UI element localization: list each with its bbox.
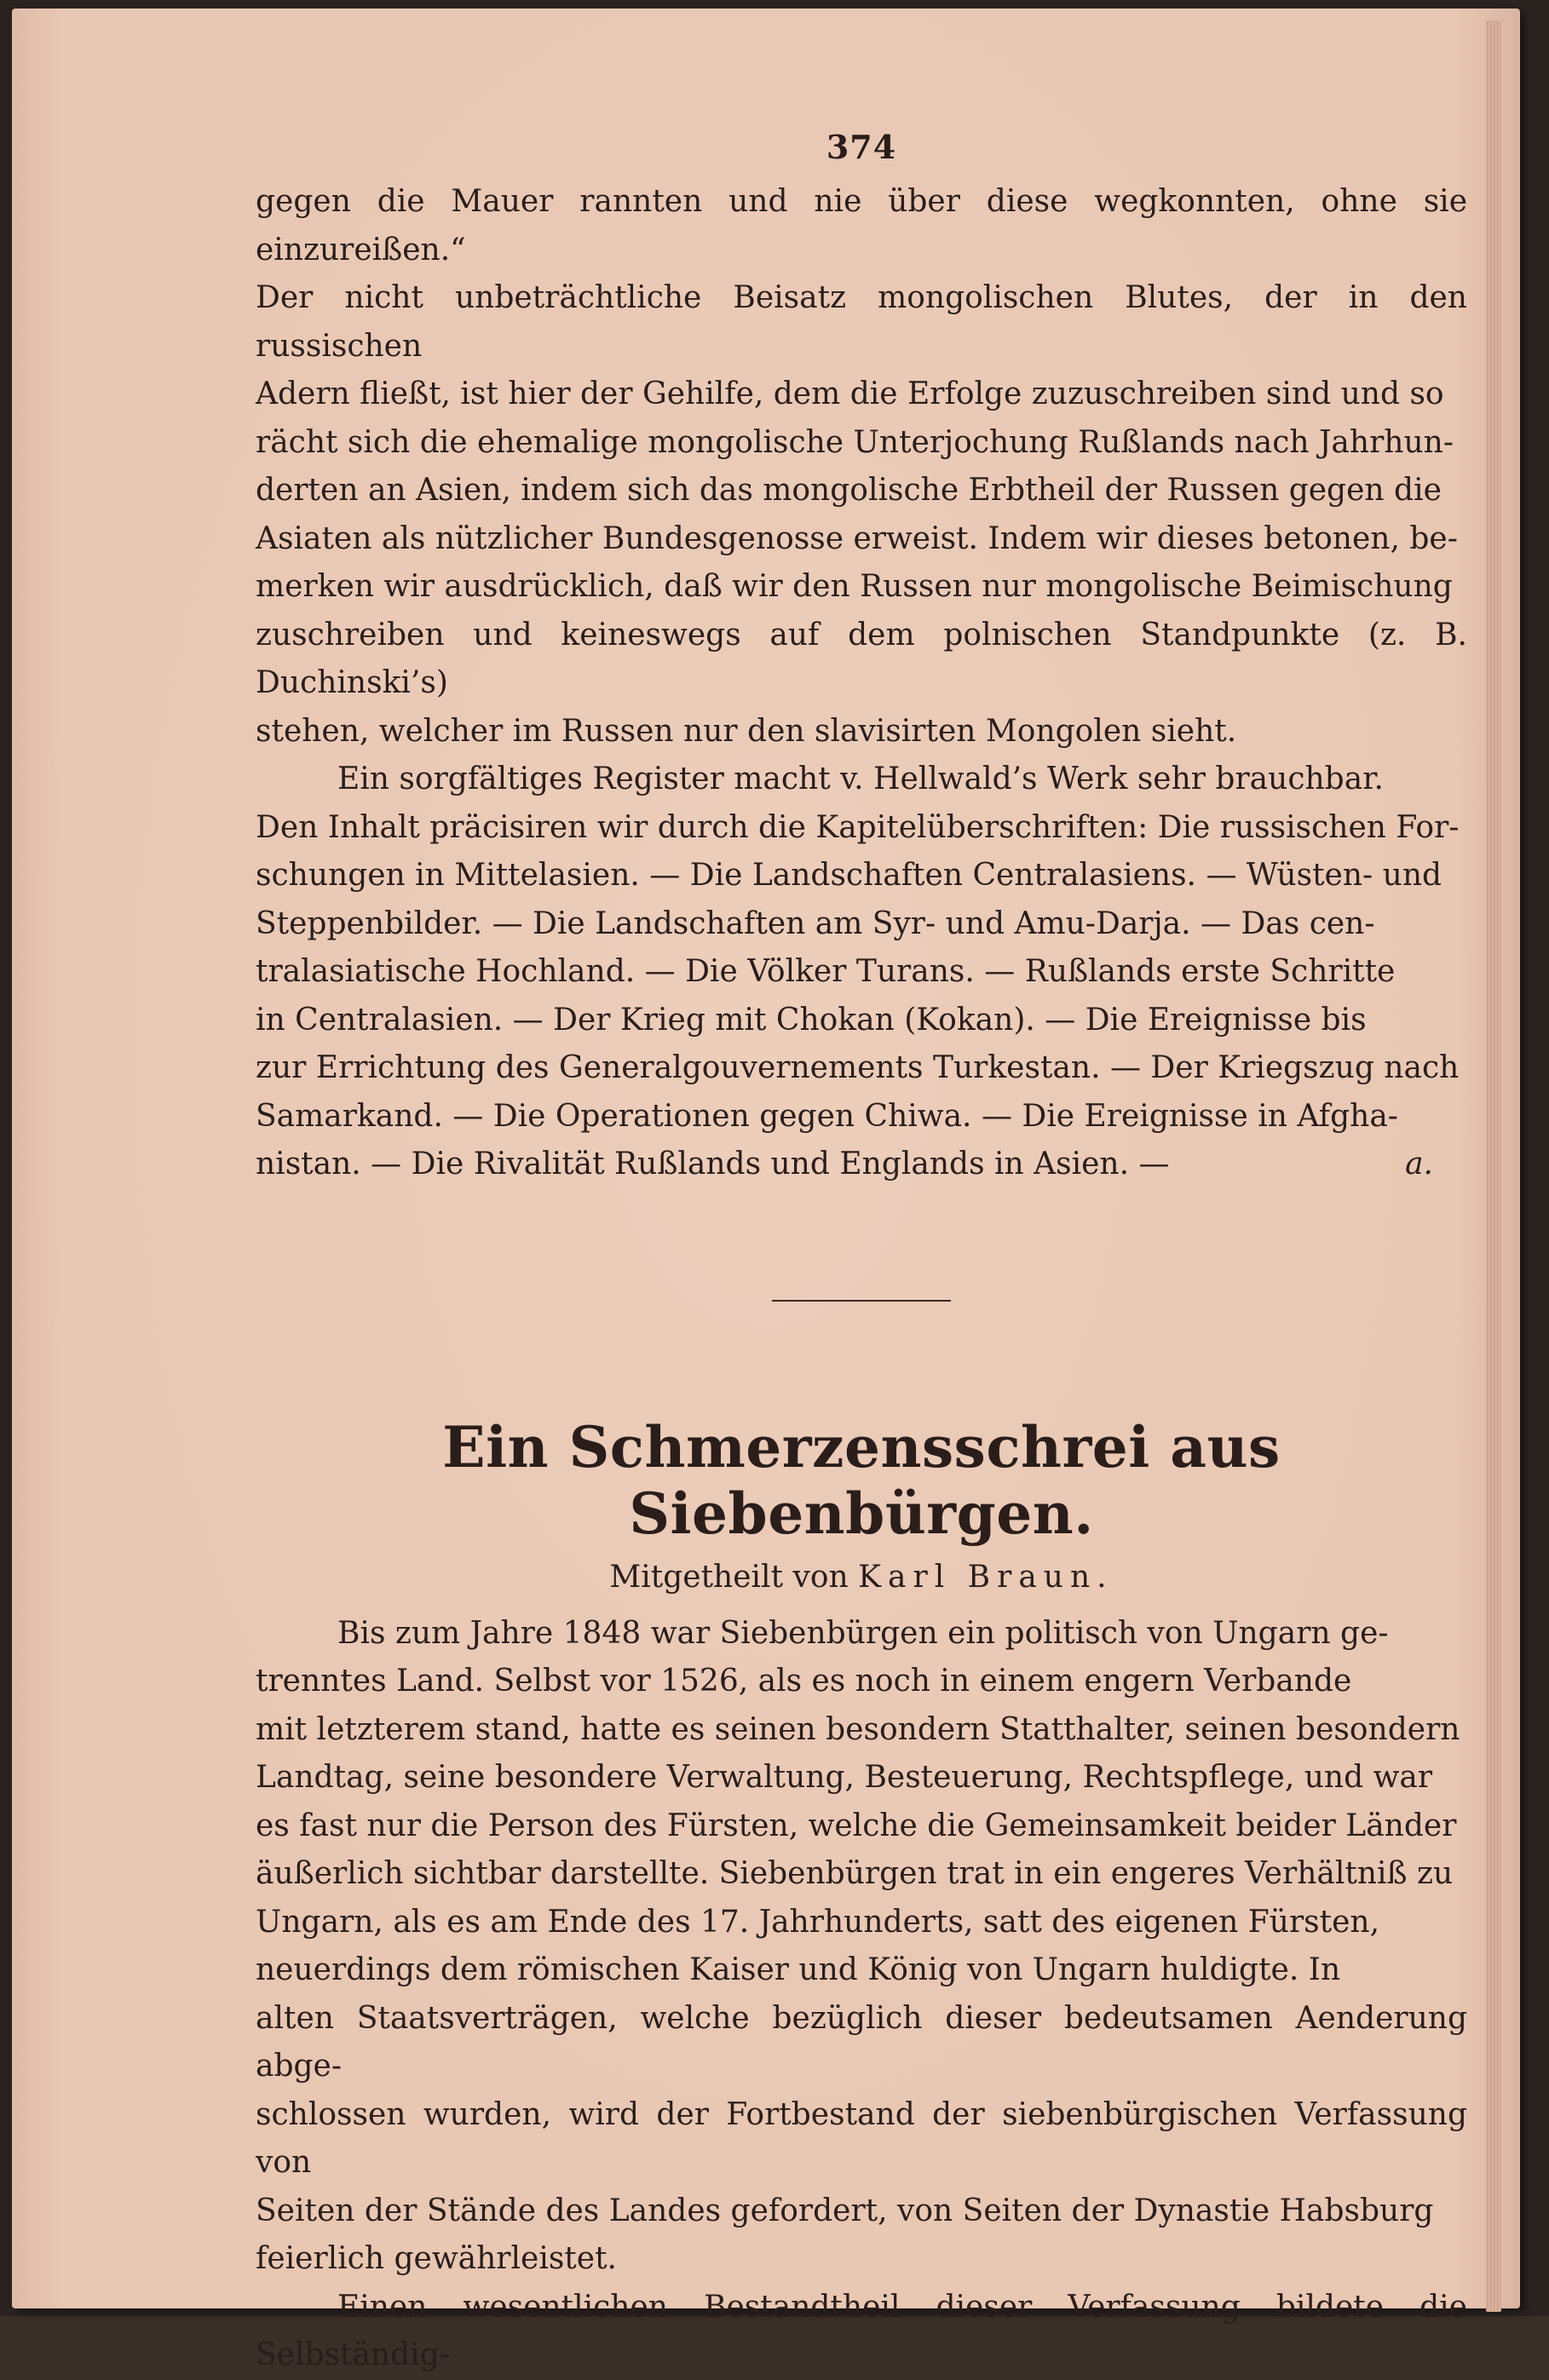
text-line: derten an Asien, indem sich das mongolische Erbtheil der Russen gegen die [256,473,1442,508]
page-number: 374 [826,128,897,166]
text-line: es fast nur die Person des Fürsten, welche die Gemeinsamkeit beider Länder [256,1808,1457,1843]
text-line: zur Errichtung des Generalgouvernements Turkestan. — Der Kriegszug nach [256,1050,1460,1085]
text-line: Der nicht unbeträchtliche Beisatz mongolischen Blutes, der in den russischen [256,280,1467,364]
text-line: mit letzterem stand, hatte es seinen besondern Statthalter, seinen besondern [256,1711,1460,1747]
article-paragraph-2 [256,2284,1467,2380]
article-title: Ein Schmerzensschrei aus Siebenbürgen. [442,1413,1281,1547]
text-line: Den Inhalt präcisiren wir durch die Kapitelüberschriften: Die russischen For- [256,809,1460,845]
text-line: Ein sorgfältiges Register macht v. Hellwald’s Werk sehr brauchbar. [337,762,1384,796]
text-line: Steppenbilder. — Die Landschaften am Syr- und Amu-Darja. — Das cen- [256,905,1375,941]
byline-prefix: Mitgetheilt von [609,1559,849,1595]
text-line: neuerdings dem römischen Kaiser und König von Ungarn huldigte. In [256,1952,1341,1987]
article-paragraph-1 [256,1610,1467,2284]
review-last-line [256,1141,1467,1189]
text-line: Bis zum Jahre 1848 war Siebenbürgen ein politisch von Ungarn ge- [337,1615,1389,1651]
text-line: merken wir ausdrücklich, daß wir den Russen nur mongolische Beimischung [256,569,1453,604]
continuation-paragraph [256,178,1467,756]
text-line: Ungarn, als es am Ende des 17. Jahrhunderts, satt des eigenen Fürsten, [256,1904,1380,1940]
byline-author: Karl Braun. [858,1559,1114,1595]
text-line: Einen wesentlichen Bestandtheil dieser Verfassung bildete die Selbständig- [256,2289,1467,2372]
text-line: Landtag, seine besondere Verwaltung, Besteuerung, Rechtspflege, und war [256,1760,1433,1795]
text-line: in Centralasien. — Der Krieg mit Chokan (Kokan). — Die Ereignisse bis [256,1002,1367,1038]
page-edge [1486,20,1501,2312]
text-line: nistan. — Die Rivalität Rußlands und Englands in Asien. — [256,1147,1170,1181]
text-line: Asiaten als nützlicher Bundesgenosse erweist. Indem wir dieses betonen, be- [256,520,1458,556]
text-line: gegen die Mauer rannten und nie über diese wegkonnten, ohne sie einzureißen.“ [256,184,1467,267]
section-divider [772,1300,951,1302]
review-signature: a. [1405,1147,1433,1181]
text-line: stehen, welcher im Russen nur den slavisirten Mongolen sieht. [256,713,1237,749]
article-byline [256,1552,1467,1603]
text-line: tralasiatische Hochland. — Die Völker Turans. — Rußlands erste Schritte [256,954,1396,989]
text-line: trenntes Land. Selbst vor 1526, als es noch in einem engern Verbande [256,1664,1352,1699]
text-line: Samarkand. — Die Operationen gegen Chiwa. — Die Ereignisse in Afgha- [256,1098,1398,1134]
text-line: feierlich gewährleistet. [256,2241,617,2276]
review-paragraph [256,756,1467,1189]
text-line: rächt sich die ehemalige mongolische Unterjochung Rußlands nach Jahrhun- [256,424,1454,460]
text-line: Seiten der Stände des Landes gefordert, von Seiten der Dynastie Habsburg [256,2193,1434,2228]
text-line: schungen in Mittelasien. — Die Landschaften Centralasiens. — Wüsten- und [256,858,1442,893]
text-line: Adern fließt, ist hier der Gehilfe, dem die Erfolge zuzuschreiben sind und so [256,377,1444,411]
text-line: äußerlich sichtbar darstellte. Siebenbürgen trat in ein engeres Verhältniß zu [256,1856,1454,1891]
text-line: zuschreiben und keineswegs auf dem polnischen Standpunkte (z. B. Duchinski’s) [256,617,1467,700]
page-content [256,128,1467,2380]
text-line: alten Staatsverträgen, welche bezüglich dieser bedeutsamen Aenderung abge- [256,2000,1467,2084]
text-line: schlossen wurden, wird der Fortbestand der siebenbürgischen Verfassung von [256,2096,1467,2180]
